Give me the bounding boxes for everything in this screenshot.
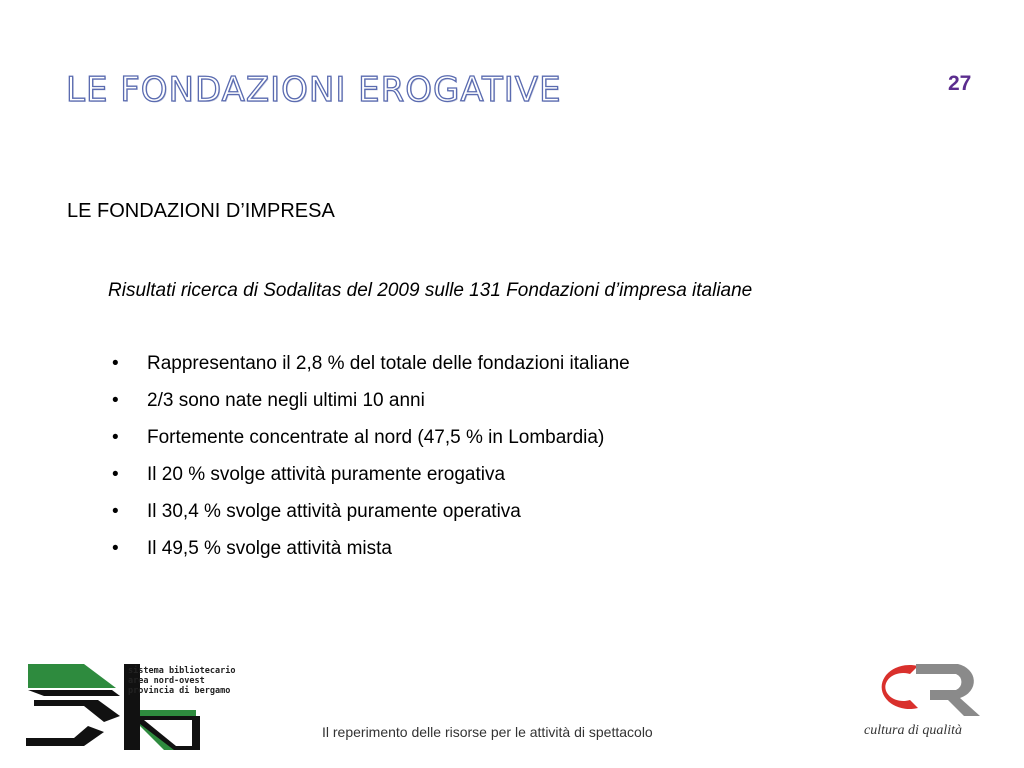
subtitle: Risultati ricerca di Sodalitas del 2009 sulle 131 Fondazioni d’impresa italiane bbox=[108, 280, 753, 301]
bullet-text: Il 30,4 % svolge attività puramente operativa bbox=[147, 501, 521, 522]
bullet-text: Il 49,5 % svolge attività mista bbox=[147, 538, 392, 559]
bullet-text: Il 20 % svolge attività puramente erogativa bbox=[147, 464, 506, 485]
cultura-di-qualita-logo bbox=[862, 656, 986, 718]
bullet-text: Rappresentano il 2,8 % del totale delle fondazioni italiane bbox=[147, 353, 630, 374]
bullet-icon: • bbox=[112, 538, 119, 559]
bullet-icon: • bbox=[112, 390, 119, 411]
slide-title: LE FONDAZIONI EROGATIVE bbox=[66, 70, 562, 110]
logo-caption-line: area nord-ovest bbox=[128, 676, 205, 686]
page-number: 27 bbox=[948, 72, 972, 95]
logo-caption-line: provincia di bergamo bbox=[128, 686, 231, 696]
logo-caption-line: sistema bibliotecario bbox=[128, 666, 236, 676]
logo-right-caption: cultura di qualità bbox=[864, 723, 962, 738]
bullet-icon: • bbox=[112, 464, 119, 485]
footer-text: Il reperimento delle risorse per le attività di spettacolo bbox=[322, 724, 653, 740]
bullet-text: 2/3 sono nate negli ultimi 10 anni bbox=[147, 390, 425, 411]
bullet-icon: • bbox=[112, 427, 119, 448]
list-item bbox=[112, 352, 630, 389]
list-item bbox=[112, 537, 630, 574]
section-heading: LE FONDAZIONI D’IMPRESA bbox=[67, 200, 335, 222]
bullet-icon: • bbox=[112, 501, 119, 522]
list-item bbox=[112, 426, 630, 463]
logo-caption bbox=[128, 666, 235, 696]
list-item bbox=[112, 389, 630, 426]
bullet-icon: • bbox=[112, 353, 119, 374]
bullet-text: Fortemente concentrate al nord (47,5 % in Lombardia) bbox=[147, 427, 605, 448]
bullet-list bbox=[112, 352, 630, 574]
list-item bbox=[112, 463, 630, 500]
list-item bbox=[112, 500, 630, 537]
